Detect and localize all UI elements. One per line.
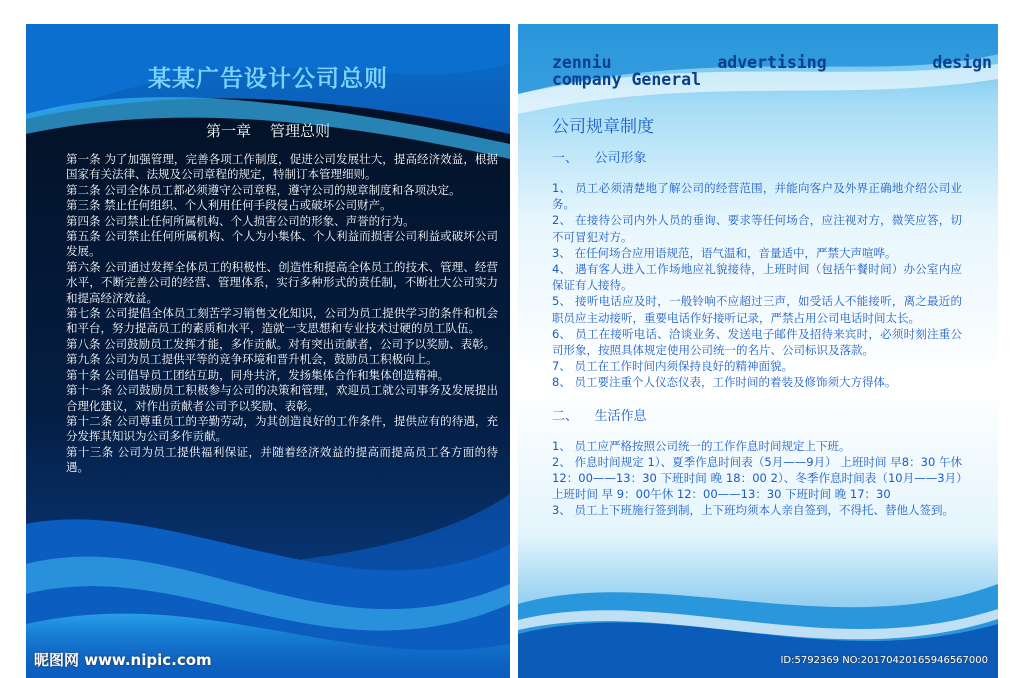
rule-item: 第八条 公司鼓励员工发挥才能，多作贡献。对有突出贡献者，公司予以奖励、表彰。	[66, 336, 496, 351]
rule-item: 第一条 为了加强管理，完善各项工作制度，促进公司发展壮大，提高经济效益，根据国家有关法律、法规及公司章程的规定，特制订本管理细则。	[66, 152, 498, 182]
page-divider	[510, 24, 518, 678]
list-item: 7、 员工在工作时间内须保持良好的精神面貌。	[552, 359, 793, 374]
rule-item: 第六条 公司通过发挥全体员工的积极性、创造性和提高全体员工的技术、管理、经营水平，不断完善公司的经营、管理体系，实行多种形式的责任制，不断壮大公司实力和提高经济效益。	[66, 259, 498, 305]
rule-item: 第九条 公司为员工提供平等的竞争环境和晋升机会，鼓励员工积极向上。	[66, 352, 438, 367]
page-title: 某某广告设计公司总则	[148, 66, 388, 92]
rule-item: 第十二条 公司尊重员工的辛勤劳动，为其创造良好的工作条件，提供应有的待遇，充分发挥其知识为公司多作贡献。	[66, 413, 498, 444]
list-item: 4、 遇有客人进入工作场地应礼貌接待，上班时间（包括午餐时间）办公室内应保证有人接待。	[552, 262, 962, 293]
rule-item: 第十条 公司倡导员工团结互助，同舟共济，发扬集体合作和集体创造精神。	[66, 367, 450, 382]
list-item: 2、 作息时间规定 1）、夏季作息时间表（5月——9月） 上班时间 早8：30 午休 12：00——13：30 下班时间 晚 18：00 2）、冬季作息时间表（10月——3月）上班时间 早 9：00午休 12：00——13：30 下班时间 晚 17：30	[552, 454, 962, 502]
section-title-image: 一、 公司形象	[552, 151, 647, 166]
list-item: 1、 员工应严格按照公司统一的工作作息时间规定上下班。	[552, 438, 851, 453]
right-page	[518, 24, 998, 678]
left-page	[26, 24, 510, 678]
watermark-logo: 昵图网 www.nipic.com	[34, 651, 212, 669]
rules-list	[66, 152, 498, 476]
english-title-word: zenniu	[552, 53, 612, 72]
english-title-word: advertising	[717, 53, 827, 72]
list-item: 5、 接听电话应及时，一般铃响不应超过三声，如受话人不能接听，离之最近的职员应主动接听，重要电话作好接听记录，严禁占用公司电话时间太长。	[552, 294, 962, 325]
list-item: 2、 在接待公司内外人员的垂询、要求等任何场合，应注视对方，微笑应答，切不可冒犯对方。	[552, 213, 962, 244]
regulations-content	[552, 112, 962, 519]
list-item: 6、 员工在接听电话、洽谈业务、发送电子邮件及招待来宾时，必须时刻注重公司形象，按照具体规定使用公司统一的名片、公司标识及落款。	[552, 326, 962, 358]
rule-item: 第五条 公司禁止任何所属机构、个人为小集体、个人利益而损害公司利益或破坏公司发展。	[66, 229, 498, 259]
list-item: 3、 在任何场合应用语规范，语气温和，音量适中，严禁大声喧哗。	[552, 245, 897, 260]
english-title-line1	[552, 54, 992, 71]
chapter-heading: 第一章 管理总则	[205, 122, 331, 140]
section-schedule-items	[552, 438, 962, 519]
rule-item: 第四条 公司禁止任何所属机构、个人损害公司的形象、声誉的行为。	[66, 213, 415, 228]
english-title-word: design	[932, 53, 992, 72]
list-item: 1、 员工必须清楚地了解公司的经营范围，并能向客户及外界正确地介绍公司业务。	[552, 181, 962, 212]
rule-item: 第三条 禁止任何组织、个人利用任何手段侵占或破坏公司财产。	[66, 198, 392, 213]
regulations-heading: 公司规章制度	[552, 117, 654, 137]
rule-item: 第十三条 公司为员工提供福利保证，并随着经济效益的提高而提高员工各方面的待遇。	[66, 444, 498, 475]
section-title-schedule: 二、 生活作息	[552, 408, 647, 424]
list-item: 3、 员工上下班施行签到制，上下班均须本人亲自签到，不得托、替他人签到。	[552, 503, 954, 518]
rule-item: 第七条 公司提倡全体员工刻苦学习销售文化知识，公司为员工提供学习的条件和机会和平台，努力提高员工的素质和水平，造就一支思想和专业技术过硬的员工队伍。	[66, 306, 498, 336]
english-title-line2: company General	[552, 70, 702, 89]
rule-item: 第二条 公司全体员工都必须遵守公司章程，遵守公司的规章制度和各项决定。	[66, 182, 461, 197]
rule-item: 第十一条 公司鼓励员工积极参与公司的决策和管理，欢迎员工就公司事务及发展提出合理化建议，对作出贡献者公司予以奖励、表彰。	[66, 383, 498, 413]
list-item: 8、 员工要注重个人仪态仪表，工作时间的着装及修饰须大方得体。	[552, 375, 897, 390]
english-title	[552, 54, 992, 88]
section-image-items	[552, 180, 962, 391]
watermark-id: ID:5792369 NO:20170420165946567000	[780, 655, 988, 666]
